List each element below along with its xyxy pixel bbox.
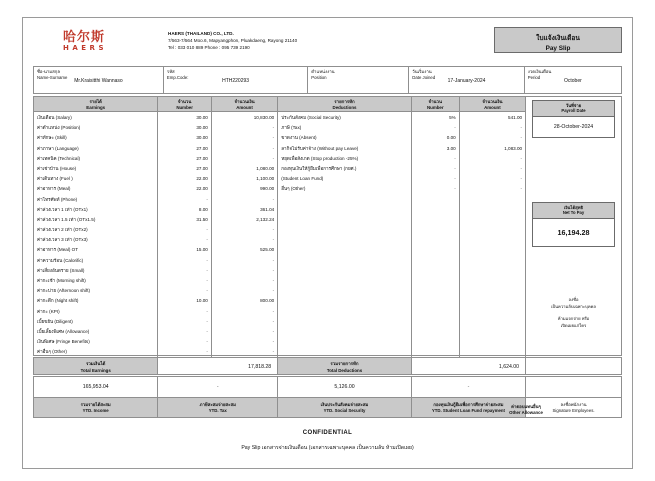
cell-value: - <box>454 176 456 182</box>
earnings-number-rows <box>158 112 210 358</box>
cell-value: 15.00 <box>196 247 208 253</box>
earnings-label-rows <box>34 112 157 358</box>
total-deductions-value: 1,624.00 <box>498 364 520 370</box>
cell-value: 10.00 <box>196 298 208 304</box>
total-deductions-label-th: รวมรายการหัก <box>330 361 359 366</box>
cell-value: - <box>272 349 275 355</box>
cell-value: - <box>272 318 275 324</box>
cell-value: - <box>272 278 275 283</box>
cell-value: - <box>272 145 275 151</box>
confidential-note <box>532 297 615 330</box>
total-deductions-label-en: Total Deductions <box>326 367 363 373</box>
cell-value: 361.04 <box>260 206 275 212</box>
col-deductions-number <box>412 97 460 358</box>
list-item: ค่าล่วงเวลา 1.5 เท่า (OTx1.5) <box>37 216 96 222</box>
cell-value: 1,080.00 <box>256 165 275 171</box>
info-cell-empcode <box>164 67 308 93</box>
list-item: ลากิจไม่รับค่าจ้าง (Without pay Leave) <box>281 145 359 151</box>
cell-value: - <box>454 155 456 161</box>
header-deductions <box>278 97 411 112</box>
list-item: เงินเดือน (Salary) <box>37 115 72 120</box>
header-deductions-number <box>412 97 459 112</box>
header-deductions-amount-en: Amount <box>484 104 501 110</box>
list-item: ภาษี (Tax) <box>281 125 302 131</box>
cell-value: - <box>454 186 456 192</box>
info-cell-name <box>34 67 164 93</box>
header-earnings-number-en: Number <box>176 104 193 110</box>
employee-info-table <box>33 66 622 94</box>
ytd-tax-label-th: ภาษีสะสมจ่ายสะสม <box>199 402 236 407</box>
company-contact: Tel : 033 010 889 Phone : 095 739 2190 <box>168 45 250 51</box>
cell-value: - <box>520 125 523 131</box>
cell-value: - <box>272 339 275 345</box>
cell-value: - <box>520 135 523 141</box>
cell-value: 31.50 <box>196 216 208 222</box>
company-logo <box>63 31 107 52</box>
total-deductions-value-cell <box>412 358 526 374</box>
list-item: ขาดงาน (Absent) <box>281 135 317 141</box>
header-earnings-amount-en: Amount <box>236 104 253 110</box>
list-item: ค่าเช่าบ้าน (House) <box>37 165 77 171</box>
cell-value: - <box>206 318 208 324</box>
total-deductions-label-cell <box>278 358 412 374</box>
payslip-sheet <box>22 17 633 469</box>
net-pay-box <box>532 202 615 247</box>
cell-value: 30.00 <box>196 135 208 141</box>
list-item: ค่าทักษะ (Skill) <box>37 135 67 141</box>
header-deductions-th: รายการหัก <box>334 98 355 104</box>
col-deductions-label <box>278 97 412 358</box>
list-item: ค่ากะ (KPI) <box>37 308 60 314</box>
cell-value: - <box>272 155 275 161</box>
ytd-social-label-en: YTD. Social Security <box>323 408 366 414</box>
ytd-tax-value: - <box>158 377 278 397</box>
ytd-income-value: 165,953.04 <box>34 377 158 397</box>
cell-value: - <box>520 155 523 161</box>
col-earnings-number <box>158 97 211 358</box>
company-address: 7/563-7/564 Moo.6, Mapyangphon, Pluakdaeng, Rayong 21140 <box>168 38 298 44</box>
info-label-period-en: Period <box>527 74 541 80</box>
ytd-income-label-th: รวมรายได้สะสม <box>80 402 111 407</box>
total-earnings-value: 17,818.28 <box>248 364 272 370</box>
cell-value: - <box>272 135 275 141</box>
list-item: เงินพิเศษ (Fringe Benefits) <box>37 339 90 345</box>
list-item: ค่ากะบ่าย (Afternoon shift) <box>37 288 91 294</box>
ytd-loan-value: - <box>412 377 526 397</box>
info-value-name: Mr.Kraisitthi Wannaso <box>74 78 123 84</box>
earnings-deductions-table <box>33 96 622 356</box>
total-earnings-label-th: รวมเงินได้ <box>85 361 106 366</box>
info-label-position-en: Position <box>311 74 327 80</box>
cell-value: - <box>454 125 456 131</box>
ytd-social-label-th: เงินประกันสังคมจ่ายสะสม <box>320 402 369 407</box>
cell-value: - <box>520 186 523 192</box>
cell-value: - <box>454 165 456 171</box>
header-earnings <box>34 97 157 112</box>
cell-value: - <box>520 165 523 171</box>
cell-value: 10,830.00 <box>253 115 275 120</box>
list-item: อื่นๆ (Other) <box>281 186 306 192</box>
cell-value: - <box>206 278 208 283</box>
net-pay-caption <box>533 203 614 219</box>
header-earnings-number-th: จำนวน <box>177 98 192 104</box>
totals-row <box>33 357 622 375</box>
cell-value: 0.00 <box>446 135 456 141</box>
document-title-box <box>494 27 622 53</box>
total-earnings-value-cell <box>158 358 278 374</box>
list-item: ค่าตำแหน่ง (Position) <box>37 125 81 131</box>
header-earnings-number <box>158 97 210 112</box>
info-label-date-en: Date Joined <box>412 74 436 80</box>
payroll-date-label-en: Payroll Date <box>561 108 586 114</box>
confidential-subtitle: Pay Slip เอกสารจ่ายเงินเดือน (เอกสารเฉพาะบุคคล เป็นความลับ ห้ามเปิดเผย) <box>241 445 414 451</box>
list-item: ค่าล่วงเวลา 1 เท่า (OTx1) <box>37 206 88 212</box>
list-item: (Student Loan Fund) <box>281 176 324 182</box>
cell-value: 22.00 <box>196 186 208 192</box>
ytd-tax-label-en: YTD. Tax <box>208 408 227 414</box>
cell-value: 27.00 <box>196 145 208 151</box>
info-value-datejoined: 17-January-2024 <box>447 78 486 84</box>
cell-value: - <box>272 328 275 334</box>
ytd-income-label-en: YTD. Income <box>82 408 109 414</box>
col-earnings-amount <box>212 97 278 358</box>
cell-value: - <box>206 339 208 345</box>
deductions-number-rows <box>412 112 459 195</box>
header-earnings-th: รายได้ <box>89 98 102 104</box>
note-line-2: เป็นความลับเฉพาะบุคคล <box>551 303 596 309</box>
info-label-position-th: ตำแหน่งงาน <box>311 69 335 74</box>
cell-value: 22.00 <box>196 176 208 182</box>
deductions-amount-rows <box>460 112 525 195</box>
cell-value: - <box>206 349 208 355</box>
logo-latin: HAERS <box>63 43 107 52</box>
list-item: กองทุนเงินให้กู้ยืมเพื่อการศึกษา (กยศ.) <box>281 165 357 171</box>
ytd-tax-label <box>158 398 278 417</box>
list-item: ค่าเทคนิค (Technical) <box>37 155 81 161</box>
cell-value: 541.00 <box>508 115 523 120</box>
payroll-date-box <box>532 100 615 138</box>
cell-value: 27.00 <box>196 165 208 171</box>
info-value-period: October <box>563 78 582 84</box>
ytd-loan-label-th: กองทุนเงินกู้ยืมเพื่อการศึกษาจ่ายสะสม <box>433 402 504 407</box>
header-deductions-number-th: จำนวน <box>428 98 443 104</box>
document-header <box>23 18 632 63</box>
cell-value: - <box>272 257 275 263</box>
list-item: ค่าภาษา (Language) <box>37 145 79 151</box>
cell-value: - <box>272 125 275 131</box>
list-item: ค่าโทรศัพท์ (Phone) <box>37 196 78 202</box>
list-item: ค่าอื่นๆ (Other) <box>37 349 67 355</box>
cell-value: 800.00 <box>260 298 275 304</box>
ytd-social-label <box>278 398 412 417</box>
signature-label-en: Signature Employees. <box>552 408 595 414</box>
list-item: ประกันสังคม (Social Security) <box>281 115 341 120</box>
company-info <box>168 30 297 51</box>
cell-value: - <box>272 267 275 273</box>
ytd-income-label <box>34 398 158 417</box>
list-item: เบี้ยเลี้ยงพิเศษ (Allowance) <box>37 328 90 334</box>
info-label-emp-th: รหัส <box>166 69 175 74</box>
cell-value: 2,132.24 <box>256 216 275 222</box>
payroll-date-value: 28-October-2024 <box>553 123 594 130</box>
header-deductions-number-en: Number <box>426 104 444 110</box>
other-allowance-label-en: Other Allowance <box>509 410 543 416</box>
other-allowance-label-th: ค่าตอบแทนอื่นๆ <box>511 404 541 409</box>
header-earnings-amount <box>212 97 277 112</box>
list-item: หยุดเพื่อสังเกต (Stop production -25%) <box>281 155 359 161</box>
info-label-name-th: ชื่อ-นามสกุล <box>37 69 60 74</box>
cell-value: 1,083.00 <box>504 145 523 151</box>
other-allowance-label <box>481 404 571 417</box>
info-label-emp-en: Emp.Code: <box>166 74 189 80</box>
note-line-1: ลงชื่อ <box>568 297 579 302</box>
ytd-values-row <box>33 376 622 398</box>
net-pay-label-en: Net To Pay <box>562 210 585 216</box>
cell-value: 30.00 <box>196 125 208 131</box>
header-earnings-en: Earnings <box>86 104 106 110</box>
col-summary-side <box>526 97 621 358</box>
cell-value: - <box>272 288 275 294</box>
list-item: ค่าล่วงเวลา 3 เท่า (OTx3) <box>37 237 88 243</box>
ytd-loan-label-en: YTD. Student Loan Fund repayment <box>431 408 505 414</box>
cell-value: 1,100.00 <box>256 176 275 182</box>
cell-value: 27.00 <box>196 155 208 161</box>
cell-value: - <box>206 308 208 314</box>
confidential-heading: CONFIDENTIAL <box>302 430 353 436</box>
info-label-name-en: Name-Surname <box>37 74 68 80</box>
ytd-other-value <box>526 377 621 397</box>
list-item: ค่าอาหาร (Meal) <box>37 186 71 192</box>
col-deductions-amount <box>460 97 526 358</box>
cell-value: 5% <box>449 115 456 120</box>
note-line-4: เปิดเผยแก่ใคร <box>560 323 587 329</box>
net-pay-value: 16,194.28 <box>557 227 590 237</box>
note-line-3: ห้ามแจกจ่าย หรือ <box>557 316 590 322</box>
info-label-period-th: งวดเงินเดือน <box>527 69 552 74</box>
company-name: HAERS (THAILAND) CO., LTD. <box>168 31 234 36</box>
info-label-date-th: วันเริ่มงาน <box>412 69 432 74</box>
list-item: ค่าเสี่ยงอันตราย (Small) <box>37 267 85 273</box>
cell-value: - <box>272 196 275 202</box>
document-title-th: ใบแจ้งเงินเดือน <box>536 35 580 42</box>
header-earnings-amount-th: จำนวนเงิน <box>234 98 255 104</box>
document-title-en: Pay Slip <box>545 45 571 52</box>
info-cell-position <box>308 67 409 93</box>
cell-value: - <box>206 288 208 294</box>
cell-value: 990.00 <box>260 186 275 192</box>
total-deductions-label <box>278 358 411 374</box>
list-item: ค่าอาหาร (Meal) OT <box>37 247 79 253</box>
total-earnings-label-en: Total Earnings <box>80 367 111 373</box>
cell-value: - <box>206 227 208 233</box>
net-pay-label-th: เงินได้สุทธิ <box>564 204 584 210</box>
logo-chinese: 哈尔斯 <box>63 30 106 45</box>
header-deductions-amount-th: จำนวนเงิน <box>482 98 503 104</box>
total-earnings-label <box>34 358 157 374</box>
cell-value: 8.00 <box>198 206 208 212</box>
cell-value: - <box>520 176 523 182</box>
list-item: ค่าเดินทาง (Fuel ) <box>37 176 73 182</box>
list-item: เบี้ยขยัน (Diligent) <box>37 318 73 324</box>
cell-value: - <box>206 196 208 202</box>
totals-spacer <box>526 358 621 374</box>
total-earnings-label-cell <box>34 358 158 374</box>
list-item: ค่าล่วงเวลา 2 เท่า (OTx2) <box>37 227 88 233</box>
info-cell-datejoined <box>409 67 524 93</box>
payroll-date-caption <box>533 101 614 117</box>
cell-value: - <box>206 257 208 263</box>
cell-value: - <box>206 328 208 334</box>
cell-value: - <box>272 237 275 243</box>
earnings-amount-rows <box>212 112 277 358</box>
cell-value: - <box>206 267 208 273</box>
info-cell-period <box>525 67 621 93</box>
cell-value: 30.00 <box>196 115 208 120</box>
cell-value: - <box>272 308 275 314</box>
payroll-date-label-th: วันที่จ่าย <box>565 102 582 108</box>
cell-value: 525.00 <box>260 247 275 253</box>
list-item: ค่ากะเช้า (Morning shift) <box>37 278 86 283</box>
col-earnings-label <box>34 97 158 358</box>
cell-value: 3.00 <box>446 145 456 151</box>
list-item: ค่ากะดึก (Night shift) <box>37 298 79 304</box>
list-item: ค่าความร้อน (Calorific) <box>37 257 84 263</box>
signature-label-th: ลงชื่อพนักงาน <box>560 402 587 407</box>
info-value-empcode: HTH220293 <box>222 78 250 84</box>
header-deductions-amount <box>460 97 525 112</box>
header-deductions-en: Deductions <box>332 104 357 110</box>
deductions-label-rows <box>278 112 411 195</box>
cell-value: - <box>272 227 275 233</box>
cell-value: - <box>206 237 208 243</box>
ytd-social-value: 5,126.00 <box>278 377 412 397</box>
